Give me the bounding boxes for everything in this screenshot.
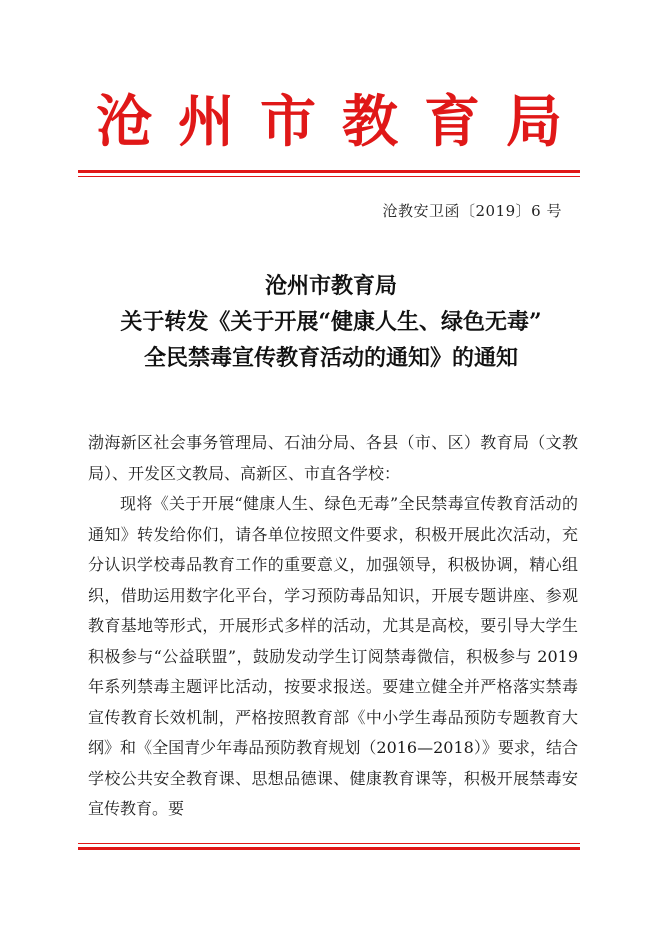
header-rule-thin	[78, 176, 580, 177]
recipients-line: 渤海新区社会事务管理局、石油分局、各县（市、区）教育局（文教局）、开发区文教局、高新区、市直各学校：	[88, 433, 578, 483]
document-number: 沧教安卫函〔2019〕6 号	[382, 202, 562, 220]
header-char: 沧	[96, 89, 156, 155]
body-paragraph: 现将《关于开展“健康人生、绿色无毒”全民禁毒宣传教育活动的通知》转发给你们，请各单位按照文件要求，积极开展此次活动，充分认识学校毒品教育工作的重要意义，加强领导，积极协调，精心组织，借助运用数字化平台，学习预防毒品知识，开展专题讲座、参观教育基地等形式，开展形式多样的活动，尤其是高校，要引导大学生积极参与“公益联盟”，鼓励发动学生订阅禁毒微信，积极参与 2019 年系列禁毒主题评比活动，按要求报送。要建立健全并严格落实禁毒宣传教育长效机制，严格按照教育部《中小学生毒品预防专题教育大纲》和《全国青少年毒品预防教育规划（2016—2018）》要求，结合学校公共安全教育课、思想品德课、健康教育课等，积极开展禁毒安宣传教育。要	[88, 494, 578, 818]
header-char: 市	[260, 89, 320, 155]
header-rule-thick	[78, 170, 580, 173]
document-title-line-3: 全民禁毒宣传教育活动的通知》的通知	[143, 345, 518, 371]
footer-rule-thick	[78, 847, 580, 850]
issuing-authority-header	[0, 78, 662, 158]
header-char: 局	[506, 89, 566, 155]
document-body	[88, 428, 578, 825]
header-char: 教	[342, 89, 402, 155]
document-title-line-1: 沧州市教育局	[264, 273, 397, 299]
header-char: 育	[424, 89, 484, 155]
document-title-line-2: 关于转发《关于开展“健康人生、绿色无毒”	[120, 309, 542, 335]
footer-rule-thin	[78, 843, 580, 844]
header-char: 州	[178, 89, 238, 155]
